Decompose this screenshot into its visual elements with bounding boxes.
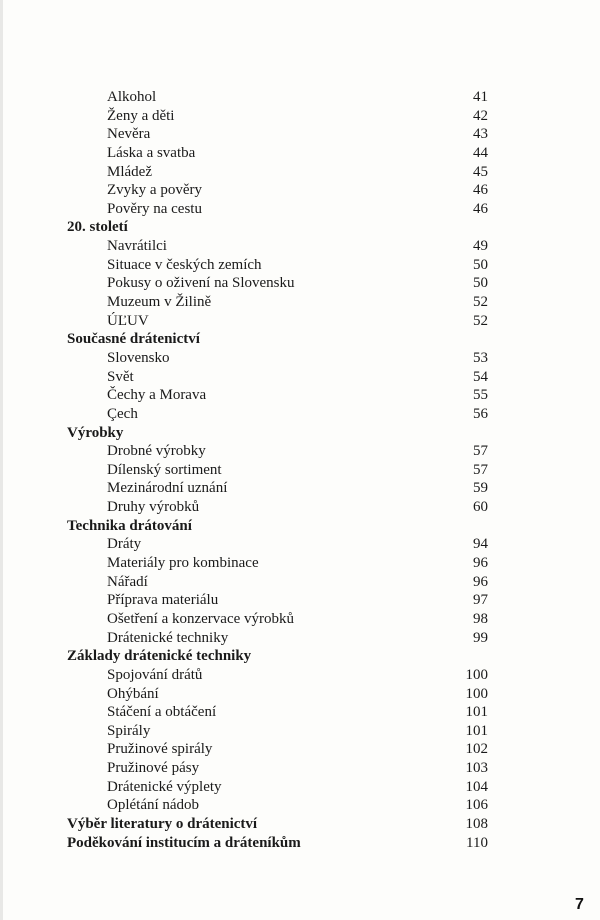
toc-entry <box>0 740 600 759</box>
toc-entry <box>0 181 600 200</box>
toc-entry-page: 103 <box>465 760 488 777</box>
toc-entry-title: Stáčení a obtáčení <box>107 704 217 721</box>
toc-entry-page: 101 <box>465 722 488 739</box>
toc-entry-title: Pružinové spirály <box>107 741 213 758</box>
toc-entry-title: Spirály <box>107 722 151 739</box>
toc-entry <box>0 293 600 312</box>
toc-entry-page: 50 <box>473 275 488 292</box>
toc-entry <box>0 200 600 219</box>
toc-entry-title: Slovensko <box>107 349 170 366</box>
toc-entry <box>0 554 600 573</box>
toc-entry-title: Spojování drátů <box>107 666 203 683</box>
toc-entry-title: Pružinové pásy <box>107 760 200 777</box>
toc-entry-page: 104 <box>465 778 488 795</box>
toc-entry <box>0 703 600 722</box>
toc-entry <box>0 629 600 648</box>
toc-entry-page: 106 <box>465 797 488 814</box>
toc-entry-title: Současné drátenictví <box>67 331 200 348</box>
toc-entry <box>0 442 600 461</box>
toc-entry-page: 101 <box>465 704 488 721</box>
toc-entry-title: Drátenické výplety <box>107 778 222 795</box>
toc-entry-page: 57 <box>473 461 488 478</box>
toc-entry <box>0 498 600 517</box>
toc-entry <box>0 237 600 256</box>
toc-section-heading <box>0 517 600 536</box>
toc-entry-title: Nářadí <box>107 573 148 590</box>
toc-entry-page: 56 <box>473 405 488 422</box>
toc-entry-page: 57 <box>473 443 488 460</box>
toc-entry-title: Nevěra <box>107 126 151 143</box>
toc-entry-page: 96 <box>473 555 488 572</box>
toc-entry-page: 59 <box>473 480 488 497</box>
toc-entry <box>0 386 600 405</box>
toc-entry <box>0 405 600 424</box>
toc-entry-page: 100 <box>465 685 488 702</box>
toc-entry-title: Situace v českých zemích <box>107 256 262 273</box>
table-of-contents <box>0 88 600 852</box>
toc-entry-title: Ženy a děti <box>107 107 175 124</box>
toc-entry-page: 45 <box>473 163 488 180</box>
toc-entry-page: 94 <box>473 536 488 553</box>
toc-entry-page: 97 <box>473 592 488 609</box>
toc-entry-title: Základy drátenické techniky <box>67 648 252 665</box>
toc-section-heading <box>0 815 600 834</box>
toc-entry-page: 99 <box>473 629 488 646</box>
toc-entry-title: Dílenský sortiment <box>107 461 222 478</box>
toc-section-heading <box>0 218 600 237</box>
toc-entry <box>0 368 600 387</box>
toc-entry-page: 43 <box>473 126 488 143</box>
page-number: 7 <box>575 896 584 913</box>
toc-entry <box>0 796 600 815</box>
toc-entry-page: 44 <box>473 144 488 161</box>
toc-entry-page: 108 <box>465 815 488 832</box>
toc-entry <box>0 778 600 797</box>
toc-entry-title: Příprava materiálu <box>107 592 219 609</box>
toc-entry-page: 52 <box>473 294 488 311</box>
toc-entry-page: 55 <box>473 387 488 404</box>
toc-entry <box>0 573 600 592</box>
toc-entry <box>0 722 600 741</box>
toc-entry <box>0 535 600 554</box>
toc-entry-title: Pověry na cestu <box>107 200 202 217</box>
toc-entry <box>0 107 600 126</box>
toc-entry-title: Drobné výrobky <box>107 443 206 460</box>
toc-entry-title: Mezinárodní uznání <box>107 480 228 497</box>
toc-entry-title: Výběr literatury o drátenictví <box>67 815 258 832</box>
toc-section-heading <box>0 424 600 443</box>
toc-entry-page: 102 <box>465 741 488 758</box>
toc-entry-title: Druhy výrobků <box>107 499 200 516</box>
toc-entry-page: 96 <box>473 573 488 590</box>
toc-entry <box>0 610 600 629</box>
toc-entry-title: ÚĽUV <box>107 312 149 329</box>
toc-entry-page: 52 <box>473 312 488 329</box>
toc-section-heading <box>0 330 600 349</box>
toc-entry <box>0 163 600 182</box>
toc-entry-title: Dráty <box>107 536 142 553</box>
toc-entry <box>0 274 600 293</box>
toc-entry-title: Materiály pro kombinace <box>107 555 259 572</box>
toc-entry-title: Výrobky <box>67 424 124 441</box>
toc-entry-title: Navrátilci <box>107 238 167 255</box>
toc-entry <box>0 759 600 778</box>
toc-entry-page: 41 <box>473 89 488 105</box>
toc-entry-title: Ošetření a konzervace výrobků <box>107 610 295 627</box>
toc-entry-page: 53 <box>473 349 488 366</box>
toc-entry <box>0 144 600 163</box>
toc-section-heading <box>0 834 600 853</box>
toc-entry <box>0 312 600 331</box>
toc-entry-title: Oplétání nádob <box>107 797 200 814</box>
toc-entry <box>0 666 600 685</box>
toc-entry-title: 20. století <box>67 219 128 236</box>
toc-entry <box>0 256 600 275</box>
toc-entry-title: Çech <box>107 405 138 422</box>
toc-entry-title: Svět <box>107 368 134 385</box>
toc-entry-title: Poděkování institucím a dráteníkům <box>67 834 301 851</box>
toc-entry-title: Mládež <box>107 163 152 180</box>
toc-entry-page: 110 <box>466 834 488 851</box>
toc-entry-title: Čechy a Morava <box>107 387 207 404</box>
toc-entry-page: 54 <box>473 368 488 385</box>
toc-entry-title: Drátenické techniky <box>107 629 229 646</box>
toc-entry-page: 49 <box>473 238 488 255</box>
toc-entry <box>0 349 600 368</box>
toc-entry-title: Pokusy o oživení na Slovensku <box>107 275 295 292</box>
toc-entry <box>0 461 600 480</box>
toc-section-heading <box>0 647 600 666</box>
toc-entry-page: 98 <box>473 610 488 627</box>
toc-entry <box>0 88 600 107</box>
toc-entry-page: 46 <box>473 182 488 199</box>
toc-entry-title: Zvyky a pověry <box>107 182 202 199</box>
toc-entry-page: 46 <box>473 200 488 217</box>
toc-entry-title: Muzeum v Žilině <box>107 294 212 311</box>
toc-entry <box>0 125 600 144</box>
toc-entry <box>0 479 600 498</box>
toc-entry-title: Technika drátování <box>67 517 192 534</box>
toc-entry <box>0 685 600 704</box>
toc-entry-page: 60 <box>473 499 488 516</box>
toc-entry-title: Ohýbání <box>107 685 159 702</box>
toc-entry-page: 50 <box>473 256 488 273</box>
toc-entry-title: Alkohol <box>107 89 157 105</box>
toc-entry <box>0 591 600 610</box>
toc-entry-title: Láska a svatba <box>107 144 196 161</box>
toc-entry-page: 42 <box>473 107 488 124</box>
toc-entry-page: 100 <box>465 666 488 683</box>
